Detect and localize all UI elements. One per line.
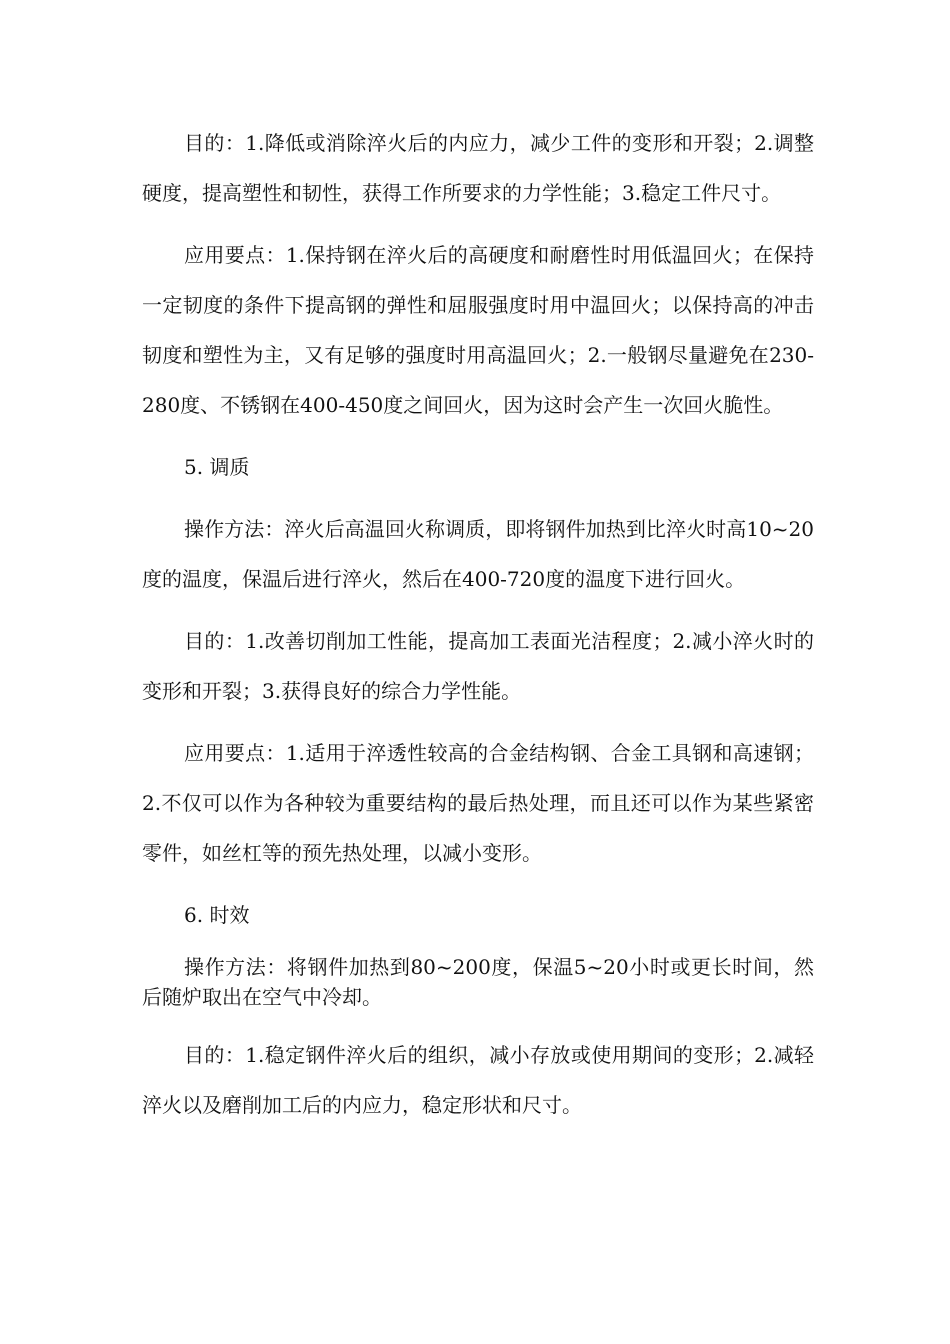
section-heading-aging: 6. 时效 xyxy=(184,903,250,927)
paragraph-method-aging: 操作方法：将钢件加热到80~200度，保温5~20小时或更长时间，然后随炉取出在空气中冷却。 xyxy=(142,955,814,1009)
paragraph-application-tempering: 应用要点：1.保持钢在淬火后的高硬度和耐磨性时用低温回火；在保持一定韧度的条件下提高钢的弹性和屈服强度时用中温回火；以保持高的冲击韧度和塑性为主，又有足够的强度时用高温回火；2.一般钢尽量避免在230-280度、不锈钢在400-450度之间回火，因为这时会产生一次回火脆性。 xyxy=(142,243,814,417)
paragraph-purpose-quenching-tempering: 目的：1.改善切削加工性能，提高加工表面光洁程度；2.减小淬火时的变形和开裂；3.获得良好的综合力学性能。 xyxy=(142,629,814,703)
paragraph-purpose-aging: 目的：1.稳定钢件淬火后的组织，减小存放或使用期间的变形；2.减轻淬火以及磨削加工后的内应力，稳定形状和尺寸。 xyxy=(142,1043,814,1117)
paragraph-application-quenching-tempering: 应用要点：1.适用于淬透性较高的合金结构钢、合金工具钢和高速钢；2.不仅可以作为各种较为重要结构的最后热处理，而且还可以作为某些紧密零件，如丝杠等的预先热处理，以减小变形。 xyxy=(142,741,814,865)
section-heading-quenching-tempering: 5. 调质 xyxy=(184,455,250,479)
paragraph-method-quenching-tempering: 操作方法：淬火后高温回火称调质，即将钢件加热到比淬火时高10~20度的温度，保温后进行淬火，然后在400-720度的温度下进行回火。 xyxy=(142,517,814,591)
paragraph-purpose-tempering: 目的：1.降低或消除淬火后的内应力，减少工件的变形和开裂；2.调整硬度，提高塑性和韧性，获得工作所要求的力学性能；3.稳定工件尺寸。 xyxy=(142,131,814,205)
document-body xyxy=(142,118,814,1142)
